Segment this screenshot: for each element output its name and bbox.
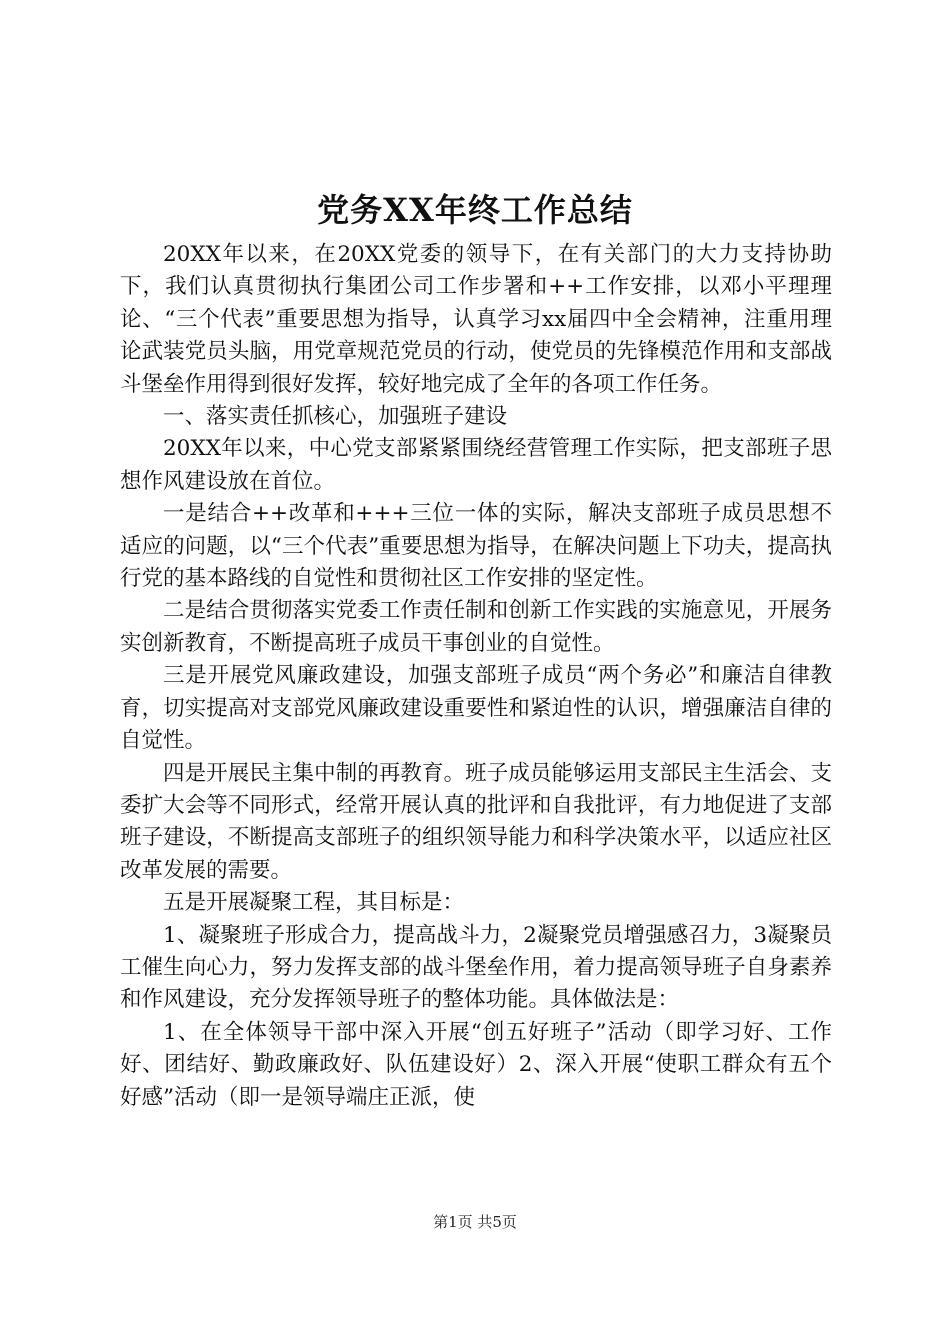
section-heading-1: 一、落实责任抓核心，加强班子建设 [163, 404, 508, 430]
paragraph-section-1-intro: 20XX年以来，中心党支部紧紧围绕经营管理工作实际，把支部班子思想作风建设放在首位。 [120, 436, 832, 494]
paragraph-methods: 1、在全体领导干部中深入开展“创五好班子”活动（即学习好、工作好、团结好、勤政廉政好、队伍建设好）2、深入开展“使职工群众有五个好感”活动（即一是领导端庄正派，使 [120, 1019, 832, 1110]
paragraph-intro: 20XX年以来，在20XX党委的领导下，在有关部门的大力支持协助下，我们认真贯彻执行集团公司工作步署和++工作安排，以邓小平理理论、“三个代表”重要思想为指导，认真学习xx届四中全会精神，注重用理论武装党员头脑，用党章规范党员的行动，使党员的先锋模范作用和支部战斗堡垒作用得到很好发挥，较好地完成了全年的各项工作任务。 [120, 242, 832, 397]
document-title: 党务XX年终工作总结 [317, 191, 633, 229]
paragraph-point-2: 二是结合贯彻落实党委工作责任制和创新工作实践的实施意见，开展务实创新教育，不断提高班子成员干事创业的自觉性。 [120, 598, 832, 656]
document-body [120, 239, 832, 1114]
paragraph-point-1: 一是结合++改革和+++三位一体的实际，解决支部班子成员思想不适应的问题，以“三个代表”重要思想为指导，在解决问题上下功夫，提高执行党的基本路线的自觉性和贯彻社区工作安排的坚定性。 [120, 501, 832, 592]
paragraph-goals: 1、凝聚班子形成合力，提高战斗力，2凝聚党员增强感召力，3凝聚员工催生向心力，努力发挥支部的战斗堡垒作用，着力提高领导班子自身素养和作风建设，充分发挥领导班子的整体功能。具体做法是： [120, 922, 832, 1013]
page-number: 第1页 共5页 [433, 1213, 517, 1231]
paragraph-point-4: 四是开展民主集中制的再教育。班子成员能够运用支部民主生活会、支委扩大会等不同形式，经常开展认真的批评和自我批评，有力地促进了支部班子建设，不断提高支部班子的组织领导能力和科学决策水平，以适应社区改革发展的需要。 [120, 760, 832, 883]
paragraph-point-5: 五是开展凝聚工程，其目标是： [163, 890, 465, 916]
paragraph-point-3: 三是开展党风廉政建设，加强支部班子成员“两个务必”和廉洁自律教育，切实提高对支部党风廉政建设重要性和紧迫性的认识，增强廉洁自律的自觉性。 [120, 663, 832, 754]
